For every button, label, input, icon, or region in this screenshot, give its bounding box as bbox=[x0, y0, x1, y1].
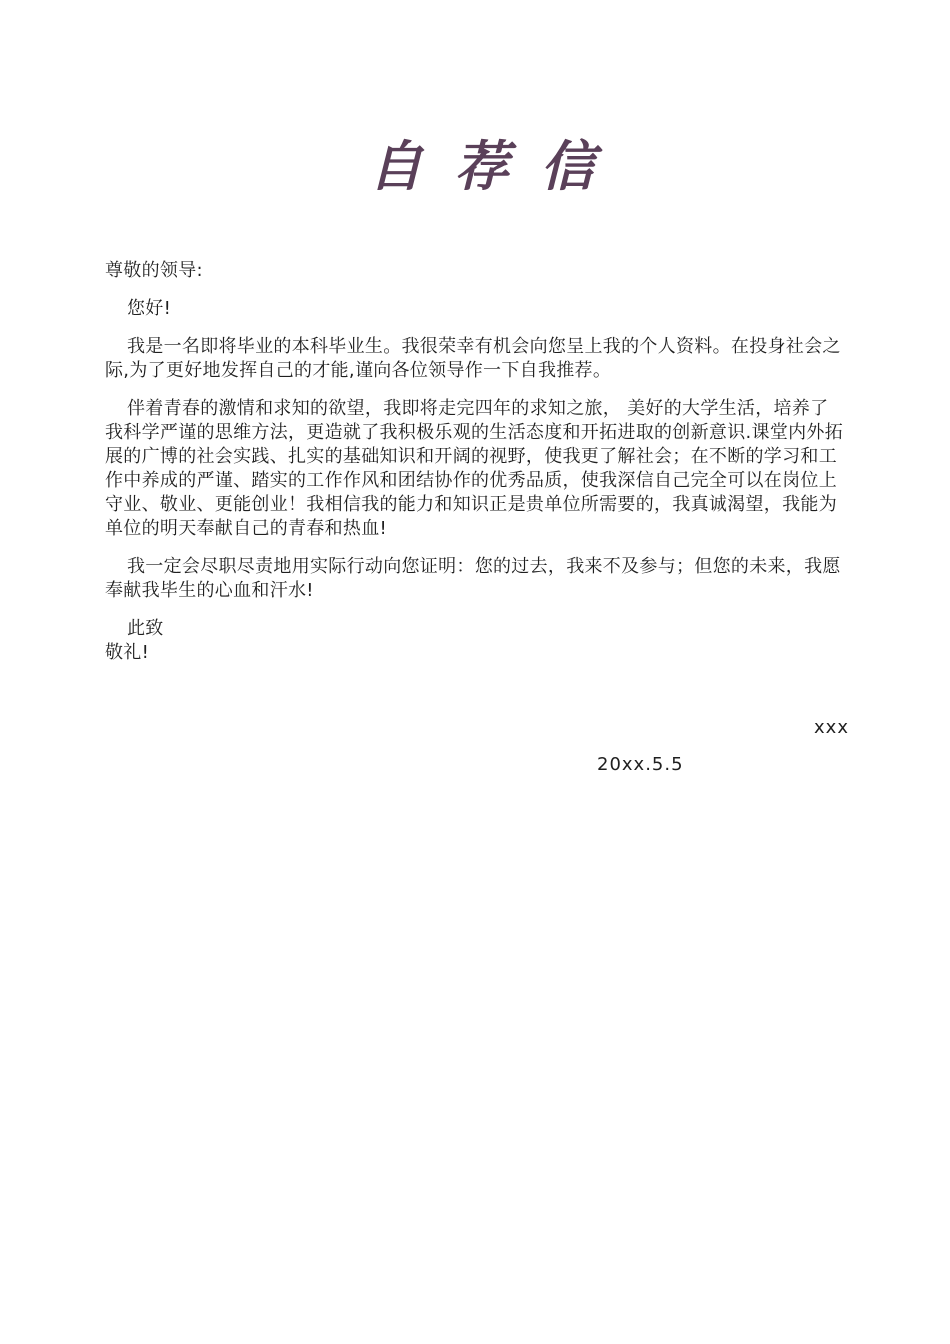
salutation: 尊敬的领导: bbox=[105, 260, 203, 281]
paragraph-commitment: 我一定会尽职尽责地用实际行动向您证明：您的过去，我来不及参与；但您的未来，我愿奉献我毕生的心血和汗水! bbox=[105, 556, 841, 601]
paragraph-main: 伴着青春的激情和求知的欲望，我即将走完四年的求知之旅， 美好的大学生活，培养了我科学严谨的思维方法，更造就了我积极乐观的生活态度和开拓进取的创新意识.课堂内外拓展的广博的社会实践、扎实的基础知识和开阔的视野，使我更了解社会；在不断的学习和工作中养成的严谨、踏实的工作作风和团结协作的优秀品质，使我深信自己完全可以在岗位上守业、敬业、更能创业！我相信我的能力和知识正是贵单位所需要的，我真诚渴望，我能为单位的明天奉献自己的青春和热血! bbox=[105, 398, 844, 539]
closing-line-2: 敬礼! bbox=[105, 642, 150, 663]
date: 20xx.5.5 bbox=[597, 754, 684, 775]
closing-line-1: 此致 bbox=[127, 618, 164, 639]
document-title: 自荐信 bbox=[368, 134, 627, 198]
paragraph-intro: 我是一名即将毕业的本科毕业生。我很荣幸有机会向您呈上我的个人资料。在投身社会之际,为了更好地发挥自己的才能,谨向各位领导作一下自我推荐。 bbox=[105, 336, 841, 381]
letter-body bbox=[105, 259, 845, 665]
signature: xxx bbox=[814, 717, 849, 738]
greeting: 您好! bbox=[127, 298, 172, 319]
